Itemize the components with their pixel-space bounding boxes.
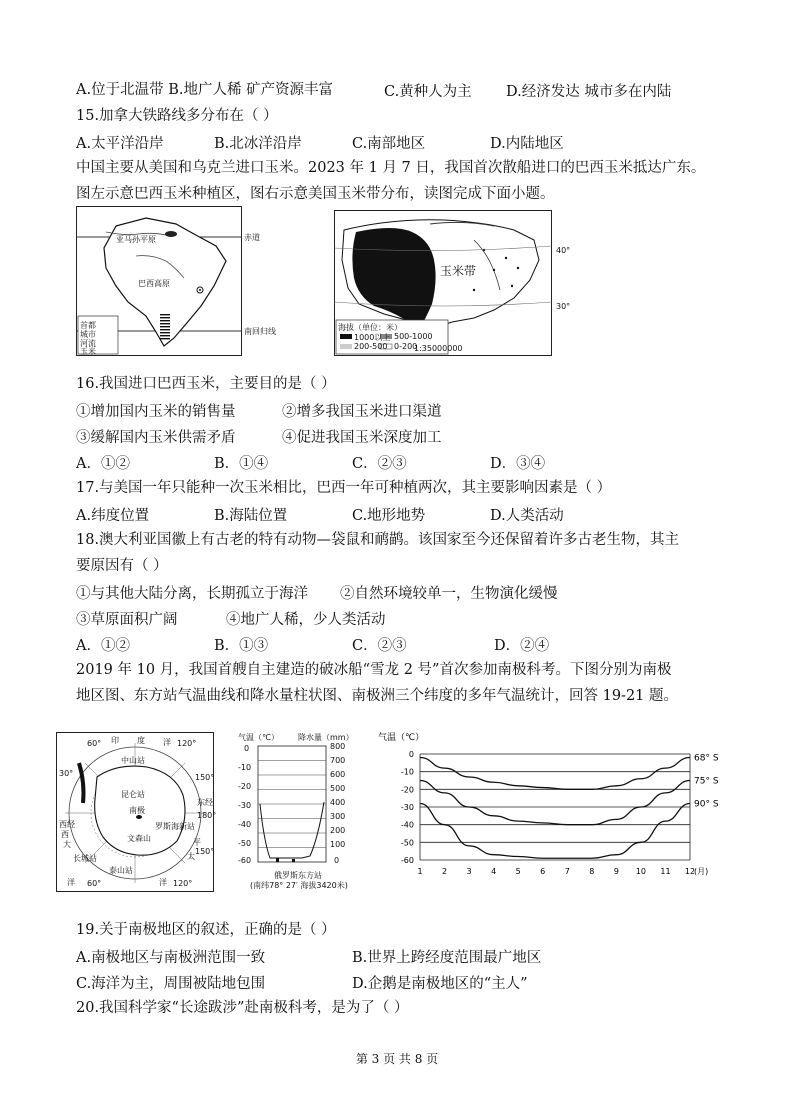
brazil-plateau-label: 巴西高原 bbox=[138, 279, 170, 288]
tchart-xtick: 2 bbox=[441, 867, 448, 876]
q19-option-b: B.世界上跨经度范围最广地区 bbox=[352, 950, 542, 966]
ant-lon-4: 150° bbox=[195, 773, 215, 782]
passage1-line1: 中国主要从美国和乌克兰进口玉米。2023 年 1 月 7 日，我国首次散船进口的巴西玉米抵达广东。 bbox=[76, 160, 706, 176]
q14-option-c: C.黄种人为主 bbox=[384, 84, 472, 100]
climo-rt-3: 500 bbox=[330, 784, 346, 793]
climo-rt-8: 0 bbox=[334, 856, 340, 865]
brazil-legend-2: 城市 bbox=[80, 330, 96, 339]
tchart-ytick: -50 bbox=[400, 838, 414, 848]
q18-statement-4: ④地广人稀，少人类活动 bbox=[226, 612, 386, 628]
q17-option-c: C.地形地势 bbox=[352, 508, 426, 524]
usa-corn-belt-map bbox=[334, 210, 552, 356]
ant-xi: 西 bbox=[61, 830, 69, 839]
q18-statement-2: ②自然环境较单一，生物演化缓慢 bbox=[340, 586, 558, 602]
temperature-chart bbox=[370, 728, 730, 898]
q19-option-a: A.南极地区与南极洲范围一致 bbox=[76, 950, 266, 966]
usa-lat30-label: 30° bbox=[556, 302, 571, 311]
ant-ping: 平 bbox=[193, 838, 201, 847]
usa-legend-4: 0-200 bbox=[394, 342, 418, 351]
ant-lon-7: 60° bbox=[87, 879, 102, 888]
ant-lon-1: 60° bbox=[87, 739, 102, 748]
q20-stem: 20.我国科学家“长途跋涉”赴南极科考，是为了（ ） bbox=[76, 1000, 409, 1016]
q16-option-d: D．③④ bbox=[490, 456, 546, 472]
tchart-xtick: 8 bbox=[589, 867, 595, 876]
q17-option-d: D.人类活动 bbox=[490, 508, 564, 524]
tchart-xtick: 3 bbox=[466, 867, 472, 876]
brazil-legend-4: 玉米 bbox=[80, 347, 96, 356]
tchart-xtick: 9 bbox=[613, 867, 619, 876]
page-footer: 第 3 页 共 8 页 bbox=[355, 1052, 439, 1066]
usa-scale: 1:35000000 bbox=[414, 344, 463, 353]
passage1-line2: 图左示意巴西玉米种植区，图右示意美国玉米带分布，读图完成下面小题。 bbox=[76, 186, 555, 202]
climo-rt-6: 200 bbox=[330, 826, 346, 835]
ant-changcheng: 长城站 bbox=[73, 854, 97, 863]
q16-statement-4: ④促进我国玉米深度加工 bbox=[282, 430, 442, 446]
usa-legend-title: 海拔（单位：米） bbox=[338, 323, 402, 332]
ant-yang3: 洋 bbox=[159, 878, 167, 887]
brazil-equator-label: 赤道 bbox=[244, 233, 260, 242]
q15-option-b: B.北冰洋沿岸 bbox=[214, 136, 302, 152]
ant-south-pole: 南极 bbox=[129, 806, 145, 815]
tchart-xtick: 4 bbox=[491, 867, 497, 876]
brazil-legend-3: 河流 bbox=[80, 339, 96, 348]
ant-taishan: 泰山站 bbox=[109, 866, 133, 875]
q18-statement-1: ①与其他大陆分离，长期孤立于海洋 bbox=[76, 586, 308, 602]
tchart-ytick: 0 bbox=[408, 750, 414, 759]
ant-lon-3: 30° bbox=[59, 769, 74, 778]
climo-rt-1: 700 bbox=[330, 756, 346, 765]
tchart-series-label: 75° S bbox=[694, 776, 719, 787]
ant-tai: 太 bbox=[187, 852, 195, 861]
tchart-series-line bbox=[420, 781, 690, 825]
q18-statement-3: ③草原面积广阔 bbox=[76, 612, 178, 628]
usa-corn-belt-label: 玉米带 bbox=[440, 264, 477, 278]
climo-rt-5: 300 bbox=[330, 812, 346, 821]
tchart-ytick: -20 bbox=[400, 785, 414, 795]
climo-lt-0: 0 bbox=[244, 744, 250, 753]
q19-option-c: C.海洋为主，周围被陆地包围 bbox=[76, 976, 266, 992]
q15-stem: 15.加拿大铁路线多分布在（ ） bbox=[76, 108, 278, 124]
antarctica-map bbox=[56, 732, 217, 892]
ant-yang2: 洋 bbox=[67, 878, 75, 887]
q19-stem: 19.关于南极地区的叙述，正确的是（ ） bbox=[76, 922, 336, 938]
brazil-map bbox=[76, 206, 242, 356]
tchart-xlabel: (月) bbox=[694, 867, 709, 876]
q17-stem: 17.与美国一年只能种一次玉米相比，巴西一年可种植两次，其主要影响因素是（ ） bbox=[76, 480, 612, 496]
tchart-xtick: 12 bbox=[684, 867, 696, 876]
tchart-ytick: -10 bbox=[400, 767, 414, 777]
q17-option-a: A.纬度位置 bbox=[76, 508, 150, 524]
climo-lt-4: -40 bbox=[238, 820, 252, 829]
q14-option-d: D.经济发达 城市多在内陆 bbox=[506, 84, 672, 100]
climo-right-title: 降水量（mm） bbox=[298, 733, 354, 742]
q15-option-c: C.南部地区 bbox=[352, 136, 426, 152]
tchart-ylabel: 气温（℃） bbox=[378, 733, 425, 743]
ant-vinson: 文森山 bbox=[127, 834, 151, 843]
ant-east-lon: 东经 bbox=[197, 798, 213, 807]
brazil-tropic-label: 南回归线 bbox=[244, 327, 276, 336]
ant-lon-6: 150° bbox=[195, 847, 215, 856]
tchart-xtick: 11 bbox=[660, 867, 671, 876]
q19-option-d: D.企鹅是南极地区的“主人” bbox=[352, 976, 528, 992]
tchart-ytick: -30 bbox=[400, 803, 414, 812]
ant-zhongshan: 中山站 bbox=[121, 756, 145, 765]
usa-legend-1: 1000以上 bbox=[354, 333, 391, 342]
climo-rt-2: 600 bbox=[330, 770, 346, 779]
ant-lon-8: 120° bbox=[173, 879, 193, 888]
ant-lon-2: 120° bbox=[177, 739, 197, 748]
climo-lt-6: -60 bbox=[238, 856, 252, 865]
ant-ross-station: 罗斯海新站 bbox=[155, 822, 195, 831]
vostok-climograph bbox=[236, 732, 356, 892]
climo-coords: (南纬78° 27′ 海拔3420米) bbox=[250, 881, 348, 890]
q18-option-c: C．②③ bbox=[352, 638, 407, 654]
q18-option-a: A．①② bbox=[76, 638, 130, 654]
q15-option-a: A.太平洋沿岸 bbox=[76, 136, 164, 152]
q16-statement-2: ②增多我国玉米进口渠道 bbox=[282, 404, 442, 420]
tchart-ytick: -40 bbox=[400, 820, 414, 830]
climo-lt-3: -30 bbox=[238, 801, 252, 810]
climo-station: 俄罗斯东方站 bbox=[274, 871, 322, 880]
brazil-legend-1: 首都 bbox=[80, 321, 96, 330]
q16-statement-1: ①增加国内玉米的销售量 bbox=[76, 404, 236, 420]
q16-option-a: A．①② bbox=[76, 456, 130, 472]
climo-rt-4: 400 bbox=[330, 798, 346, 807]
ant-lon-5: 180° bbox=[197, 811, 217, 820]
tchart-xtick: 5 bbox=[515, 867, 521, 876]
q17-option-b: B.海陆位置 bbox=[214, 508, 288, 524]
q18-option-d: D．②④ bbox=[494, 638, 550, 654]
ant-label-yin: 印 bbox=[111, 736, 119, 745]
climo-rt-7: 100 bbox=[330, 840, 346, 849]
passage2-line2: 地区图、东方站气温曲线和降水量柱状图、南极洲三个纬度的多年气温统计，回答 19-21 题。 bbox=[76, 688, 679, 704]
q18-option-b: B．①③ bbox=[214, 638, 269, 654]
ant-label-yang: 洋 bbox=[163, 738, 171, 747]
q18-stem-line1: 18.澳大利亚国徽上有古老的特有动物—袋鼠和鸸鹋。该国家至今还保留着许多古老生物，其主 bbox=[76, 532, 680, 548]
q16-statement-3: ③缓解国内玉米供需矛盾 bbox=[76, 430, 236, 446]
usa-legend-3: 200-500 bbox=[354, 342, 388, 351]
q18-stem-line2: 要原因有（ ） bbox=[76, 558, 168, 574]
q15-option-d: D.内陆地区 bbox=[490, 136, 564, 152]
ant-label-du: 度 bbox=[137, 736, 145, 745]
usa-legend-2: 500-1000 bbox=[394, 332, 433, 341]
usa-lat40-label: 40° bbox=[556, 246, 571, 255]
tchart-series-line bbox=[420, 758, 690, 790]
climo-left-title: 气温（℃） bbox=[238, 733, 279, 742]
tchart-series-line bbox=[420, 803, 690, 858]
brazil-amazon-label: 亚马孙平原 bbox=[116, 235, 156, 244]
q16-option-c: C．②③ bbox=[352, 456, 407, 472]
q16-stem: 16.我国进口巴西玉米，主要目的是（ ） bbox=[76, 376, 336, 392]
tchart-series-label: 68° S bbox=[694, 753, 719, 764]
ant-kunlun: 昆仑站 bbox=[121, 790, 145, 799]
climo-lt-1: -10 bbox=[238, 763, 252, 772]
climo-rt-0: 800 bbox=[330, 742, 346, 751]
passage2-line1: 2019 年 10 月，我国首艘自主建造的破冰船“雪龙 2 号”首次参加南极科考。下图分别为南极 bbox=[76, 662, 672, 678]
tchart-xtick: 10 bbox=[635, 867, 647, 876]
tchart-xtick: 7 bbox=[564, 867, 570, 876]
tchart-series-label: 90° S bbox=[694, 799, 719, 810]
tchart-xtick: 1 bbox=[417, 867, 423, 876]
q14-option-ab: A.位于北温带 B.地广人稀 矿产资源丰富 bbox=[76, 82, 334, 98]
climo-lt-2: -20 bbox=[238, 782, 252, 791]
q16-option-b: B．①④ bbox=[214, 456, 269, 472]
ant-west-lon: 西经 bbox=[59, 820, 75, 829]
tchart-ytick: -60 bbox=[400, 856, 414, 865]
ant-da: 大 bbox=[63, 840, 71, 849]
tchart-xtick: 6 bbox=[540, 867, 546, 876]
climo-lt-5: -50 bbox=[238, 839, 252, 848]
